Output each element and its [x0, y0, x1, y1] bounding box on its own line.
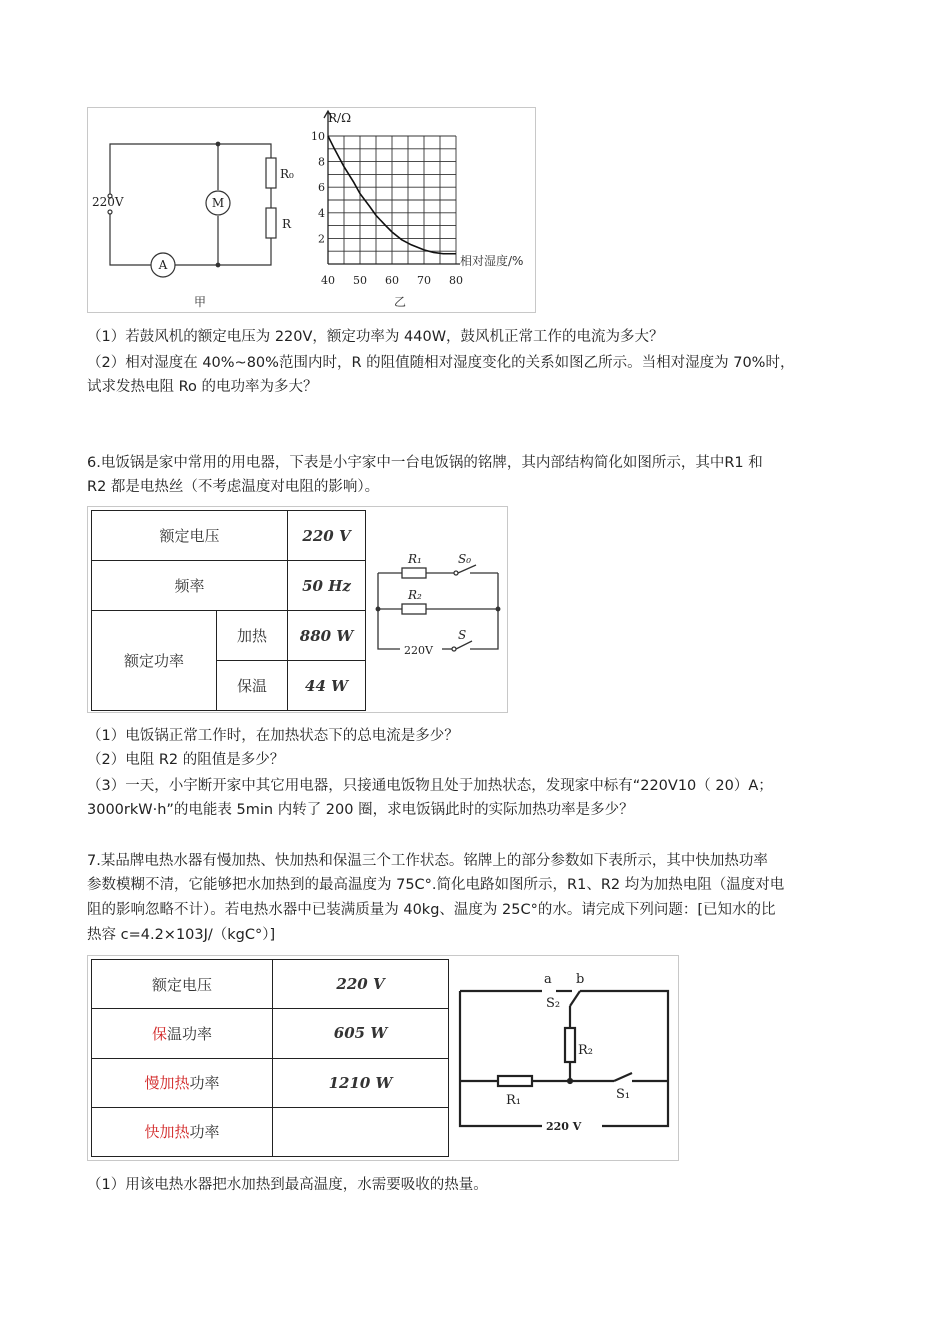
spec-frequency-label: 频率 — [92, 561, 288, 611]
wh-keep-warm-label — [92, 1009, 273, 1058]
wh-fast-heat-label-rest: 功率 — [189, 1123, 220, 1142]
wh-slow-heat-label-rest: 功率 — [189, 1074, 220, 1093]
q7-intro-line2: 参数模糊不清，它能够把水加热到的最高温度为 75C°.简化电路如图所示，R1、R2 均为加热电阻（温度对电 — [87, 877, 785, 893]
circuit7-s1: S₁ — [616, 1087, 631, 1102]
spec-keep-value: 44 W — [288, 661, 366, 711]
circuit7-a: a — [544, 972, 552, 987]
circuit6-r2: R₂ — [408, 588, 422, 602]
circuit7-r1: R₁ — [506, 1093, 521, 1108]
fig1-r-label: R — [282, 217, 292, 231]
fig1-voltage: 220V — [92, 195, 124, 209]
fig1-ammeter-label: A — [158, 258, 168, 272]
chart-x-tick-label: 40 — [321, 274, 335, 287]
q6-intro-line1: 6.电饭锅是家中常用的用电器，下表是小宇家中一台电饭锅的铭牌，其内部结构简化如图所示，其中R1 和 — [87, 455, 763, 471]
q7-intro-line1: 7.某品牌电热水器有慢加热、快加热和保温三个工作状态。铭牌上的部分参数如下表所示，其中快加热功率 — [87, 853, 768, 869]
wh-keep-warm-label-red: 保 — [151, 1024, 167, 1043]
chart-y-tick-label: 2 — [318, 232, 325, 246]
wh-voltage-value: 220 V — [273, 960, 449, 1009]
q6-question2: （2）电阻 R2 的阻值是多少？ — [87, 752, 285, 768]
rice-cooker-spec-table — [91, 510, 366, 711]
q7-question1: （1）用该电热水器把水加热到最高温度，水需要吸收的热量。 — [87, 1177, 488, 1193]
chart-xlabel: 相对湿度/% — [460, 254, 524, 268]
wh-keep-warm-value: 605 W — [273, 1009, 449, 1058]
fig1-motor-label: M — [211, 196, 225, 210]
chart-y-tick-label: 4 — [318, 206, 325, 220]
water-heater-circuit — [452, 956, 677, 1160]
spec-heat-value: 880 W — [288, 611, 366, 661]
wh-slow-heat-value: 1210 W — [273, 1058, 449, 1107]
fig1-caption-yi: 乙 — [393, 295, 407, 309]
chart-yi — [311, 111, 463, 287]
wh-keep-warm-label-rest: 温功率 — [167, 1024, 213, 1043]
circuit7-s2: S₂ — [546, 996, 561, 1011]
wh-slow-heat-label-red: 慢加热 — [144, 1074, 190, 1093]
q7-intro-line3: 阻的影响忽略不计）。若电热水器中已装满质量为 40kg、温度为 25C°的水。请完成下列问题：[已知水的比 — [87, 902, 776, 918]
figure-1 — [87, 107, 536, 313]
q6-intro-line2: R2 都是电热丝（不考虑温度对电阻的影响）。 — [87, 479, 380, 495]
spec-keep-label: 保温 — [217, 661, 288, 711]
wh-fast-heat-value — [273, 1107, 449, 1156]
circuit6-voltage: 220V — [404, 644, 433, 657]
figure-3 — [87, 955, 679, 1161]
circuit7-r2: R₂ — [578, 1043, 593, 1058]
q6-question3-line2: 3000rkW·h”的电能表 5min 内转了 200 圈，求电饭锅此时的实际加热功率是多少？ — [87, 802, 634, 818]
q5-part2-line2: 试求发热电阻 Ro 的电功率为多大？ — [87, 379, 318, 395]
fig1-caption-jia: 甲 — [193, 295, 207, 309]
chart-y-tick-label: 10 — [311, 130, 325, 143]
figure-1-svg — [88, 108, 535, 312]
spec-frequency-value: 50 Hz — [288, 561, 366, 611]
spec-voltage-value: 220 V — [288, 511, 366, 561]
water-heater-spec-table — [91, 959, 449, 1157]
spec-voltage-label: 额定电压 — [92, 511, 288, 561]
q5-part1: （1）若鼓风机的额定电压为 220V，额定功率为 440W，鼓风机正常工作的电流为多大？ — [87, 329, 664, 345]
chart-x-tick-label: 50 — [353, 274, 367, 287]
q7-intro-line4: 热容 c=4.2×103J/（kgC°）] — [87, 927, 276, 943]
chart-y-tick-label: 8 — [318, 155, 325, 169]
circuit7-b: b — [576, 972, 585, 987]
spec-heat-label: 加热 — [217, 611, 288, 661]
rice-cooker-circuit — [370, 507, 506, 712]
wh-fast-heat-label-red: 快加热 — [144, 1123, 190, 1142]
chart-ylabel: R/Ω — [328, 111, 352, 125]
circuit6-s0: S₀ — [458, 552, 472, 566]
q5-part2-line1: （2）相对湿度在 40%~80%范围内时，R 的阻值随相对湿度变化的关系如图乙所示。当相对湿度为 70%时， — [87, 355, 795, 371]
wh-voltage-label: 额定电压 — [92, 960, 273, 1009]
wh-fast-heat-label — [92, 1107, 273, 1156]
chart-x-tick-label: 60 — [385, 274, 399, 287]
fig1-r0-label: R₀ — [280, 167, 294, 181]
circuit-jia — [108, 142, 276, 277]
circuit6-r1: R₁ — [408, 552, 422, 566]
figure-2 — [87, 506, 508, 713]
q6-question3-line1: （3）一天，小宇断开家中其它用电器，只接通电饭物且处于加热状态，发现家中标有“220V10（ 20）A； — [87, 778, 773, 794]
circuit7-voltage: 220 V — [546, 1120, 582, 1133]
wh-slow-heat-label — [92, 1058, 273, 1107]
chart-y-tick-label: 6 — [318, 181, 325, 195]
circuit6-s: S — [458, 628, 467, 642]
spec-power-label: 额定功率 — [92, 611, 217, 711]
q6-question1: （1）电饭锅正常工作时，在加热状态下的总电流是多少？ — [87, 728, 459, 744]
chart-x-tick-label: 80 — [449, 274, 463, 287]
chart-x-tick-label: 70 — [417, 274, 431, 287]
